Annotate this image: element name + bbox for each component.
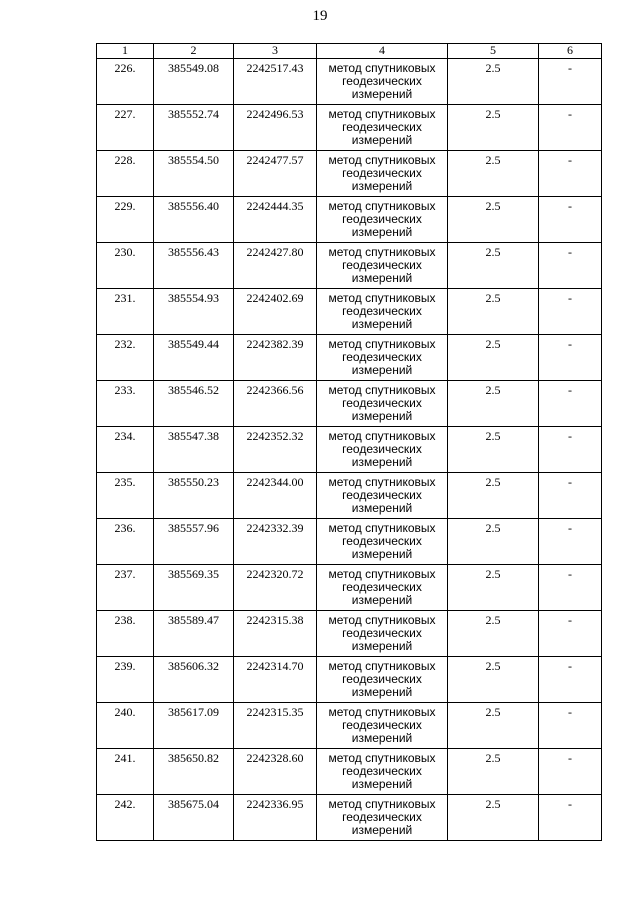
method-cell: метод спутниковых геодезических измерений xyxy=(317,795,448,841)
accuracy-cell: 2.5 xyxy=(448,105,539,151)
point-number-cell: 239. xyxy=(97,657,154,703)
note-cell: - xyxy=(539,381,602,427)
point-number-cell: 235. xyxy=(97,473,154,519)
y-coordinate-cell: 2242427.80 xyxy=(234,243,317,289)
table-row xyxy=(97,289,602,335)
table-row xyxy=(97,611,602,657)
point-number-cell: 232. xyxy=(97,335,154,381)
point-number-cell: 238. xyxy=(97,611,154,657)
y-coordinate-cell: 2242496.53 xyxy=(234,105,317,151)
y-coordinate-cell: 2242314.70 xyxy=(234,657,317,703)
x-coordinate-cell: 385556.43 xyxy=(154,243,234,289)
accuracy-cell: 2.5 xyxy=(448,473,539,519)
page-number: 19 xyxy=(312,8,328,24)
note-cell: - xyxy=(539,795,602,841)
table-row xyxy=(97,151,602,197)
table-row xyxy=(97,749,602,795)
accuracy-cell: 2.5 xyxy=(448,565,539,611)
x-coordinate-cell: 385554.93 xyxy=(154,289,234,335)
accuracy-cell: 2.5 xyxy=(448,335,539,381)
point-number-cell: 241. xyxy=(97,749,154,795)
table-header-row xyxy=(97,44,602,59)
note-cell: - xyxy=(539,427,602,473)
header-col-2: 2 xyxy=(154,44,234,59)
method-cell: метод спутниковых геодезических измерений xyxy=(317,749,448,795)
method-cell: метод спутниковых геодезических измерений xyxy=(317,243,448,289)
point-number-cell: 237. xyxy=(97,565,154,611)
accuracy-cell: 2.5 xyxy=(448,519,539,565)
y-coordinate-cell: 2242328.60 xyxy=(234,749,317,795)
table-row xyxy=(97,197,602,243)
method-cell: метод спутниковых геодезических измерений xyxy=(317,59,448,105)
x-coordinate-cell: 385675.04 xyxy=(154,795,234,841)
accuracy-cell: 2.5 xyxy=(448,427,539,473)
y-coordinate-cell: 2242344.00 xyxy=(234,473,317,519)
table-row xyxy=(97,381,602,427)
method-cell: метод спутниковых геодезических измерений xyxy=(317,151,448,197)
note-cell: - xyxy=(539,197,602,243)
point-number-cell: 234. xyxy=(97,427,154,473)
method-cell: метод спутниковых геодезических измерений xyxy=(317,427,448,473)
table-body xyxy=(97,59,602,841)
note-cell: - xyxy=(539,473,602,519)
table-row xyxy=(97,59,602,105)
y-coordinate-cell: 2242402.69 xyxy=(234,289,317,335)
x-coordinate-cell: 385589.47 xyxy=(154,611,234,657)
y-coordinate-cell: 2242332.39 xyxy=(234,519,317,565)
note-cell: - xyxy=(539,105,602,151)
x-coordinate-cell: 385554.50 xyxy=(154,151,234,197)
accuracy-cell: 2.5 xyxy=(448,151,539,197)
method-cell: метод спутниковых геодезических измерений xyxy=(317,473,448,519)
method-cell: метод спутниковых геодезических измерений xyxy=(317,197,448,243)
y-coordinate-cell: 2242517.43 xyxy=(234,59,317,105)
x-coordinate-cell: 385549.08 xyxy=(154,59,234,105)
y-coordinate-cell: 2242315.38 xyxy=(234,611,317,657)
point-number-cell: 240. xyxy=(97,703,154,749)
method-cell: метод спутниковых геодезических измерений xyxy=(317,703,448,749)
x-coordinate-cell: 385569.35 xyxy=(154,565,234,611)
y-coordinate-cell: 2242444.35 xyxy=(234,197,317,243)
y-coordinate-cell: 2242315.35 xyxy=(234,703,317,749)
x-coordinate-cell: 385552.74 xyxy=(154,105,234,151)
accuracy-cell: 2.5 xyxy=(448,243,539,289)
note-cell: - xyxy=(539,519,602,565)
point-number-cell: 242. xyxy=(97,795,154,841)
x-coordinate-cell: 385550.23 xyxy=(154,473,234,519)
note-cell: - xyxy=(539,59,602,105)
x-coordinate-cell: 385549.44 xyxy=(154,335,234,381)
header-col-5: 5 xyxy=(448,44,539,59)
method-cell: метод спутниковых геодезических измерений xyxy=(317,289,448,335)
method-cell: метод спутниковых геодезических измерений xyxy=(317,611,448,657)
x-coordinate-cell: 385546.52 xyxy=(154,381,234,427)
table-row xyxy=(97,519,602,565)
note-cell: - xyxy=(539,151,602,197)
y-coordinate-cell: 2242336.95 xyxy=(234,795,317,841)
accuracy-cell: 2.5 xyxy=(448,59,539,105)
x-coordinate-cell: 385617.09 xyxy=(154,703,234,749)
header-col-4: 4 xyxy=(317,44,448,59)
y-coordinate-cell: 2242382.39 xyxy=(234,335,317,381)
method-cell: метод спутниковых геодезических измерений xyxy=(317,381,448,427)
point-number-cell: 229. xyxy=(97,197,154,243)
note-cell: - xyxy=(539,611,602,657)
method-cell: метод спутниковых геодезических измерений xyxy=(317,519,448,565)
method-cell: метод спутниковых геодезических измерений xyxy=(317,335,448,381)
note-cell: - xyxy=(539,289,602,335)
table-row xyxy=(97,427,602,473)
accuracy-cell: 2.5 xyxy=(448,795,539,841)
point-number-cell: 236. xyxy=(97,519,154,565)
note-cell: - xyxy=(539,335,602,381)
table-row xyxy=(97,335,602,381)
point-number-cell: 230. xyxy=(97,243,154,289)
y-coordinate-cell: 2242320.72 xyxy=(234,565,317,611)
coordinates-table xyxy=(96,43,602,841)
table-row xyxy=(97,473,602,519)
table-row xyxy=(97,657,602,703)
accuracy-cell: 2.5 xyxy=(448,197,539,243)
header-col-6: 6 xyxy=(539,44,602,59)
method-cell: метод спутниковых геодезических измерений xyxy=(317,565,448,611)
note-cell: - xyxy=(539,703,602,749)
y-coordinate-cell: 2242366.56 xyxy=(234,381,317,427)
note-cell: - xyxy=(539,565,602,611)
point-number-cell: 233. xyxy=(97,381,154,427)
method-cell: метод спутниковых геодезических измерений xyxy=(317,105,448,151)
table-row xyxy=(97,795,602,841)
note-cell: - xyxy=(539,749,602,795)
x-coordinate-cell: 385556.40 xyxy=(154,197,234,243)
x-coordinate-cell: 385606.32 xyxy=(154,657,234,703)
x-coordinate-cell: 385547.38 xyxy=(154,427,234,473)
header-col-3: 3 xyxy=(234,44,317,59)
accuracy-cell: 2.5 xyxy=(448,611,539,657)
table-row xyxy=(97,105,602,151)
accuracy-cell: 2.5 xyxy=(448,703,539,749)
table-row xyxy=(97,243,602,289)
point-number-cell: 226. xyxy=(97,59,154,105)
accuracy-cell: 2.5 xyxy=(448,289,539,335)
x-coordinate-cell: 385557.96 xyxy=(154,519,234,565)
note-cell: - xyxy=(539,243,602,289)
y-coordinate-cell: 2242477.57 xyxy=(234,151,317,197)
x-coordinate-cell: 385650.82 xyxy=(154,749,234,795)
header-col-1: 1 xyxy=(97,44,154,59)
table-row xyxy=(97,703,602,749)
y-coordinate-cell: 2242352.32 xyxy=(234,427,317,473)
accuracy-cell: 2.5 xyxy=(448,749,539,795)
method-cell: метод спутниковых геодезических измерений xyxy=(317,657,448,703)
point-number-cell: 231. xyxy=(97,289,154,335)
point-number-cell: 228. xyxy=(97,151,154,197)
point-number-cell: 227. xyxy=(97,105,154,151)
accuracy-cell: 2.5 xyxy=(448,381,539,427)
note-cell: - xyxy=(539,657,602,703)
accuracy-cell: 2.5 xyxy=(448,657,539,703)
table-row xyxy=(97,565,602,611)
